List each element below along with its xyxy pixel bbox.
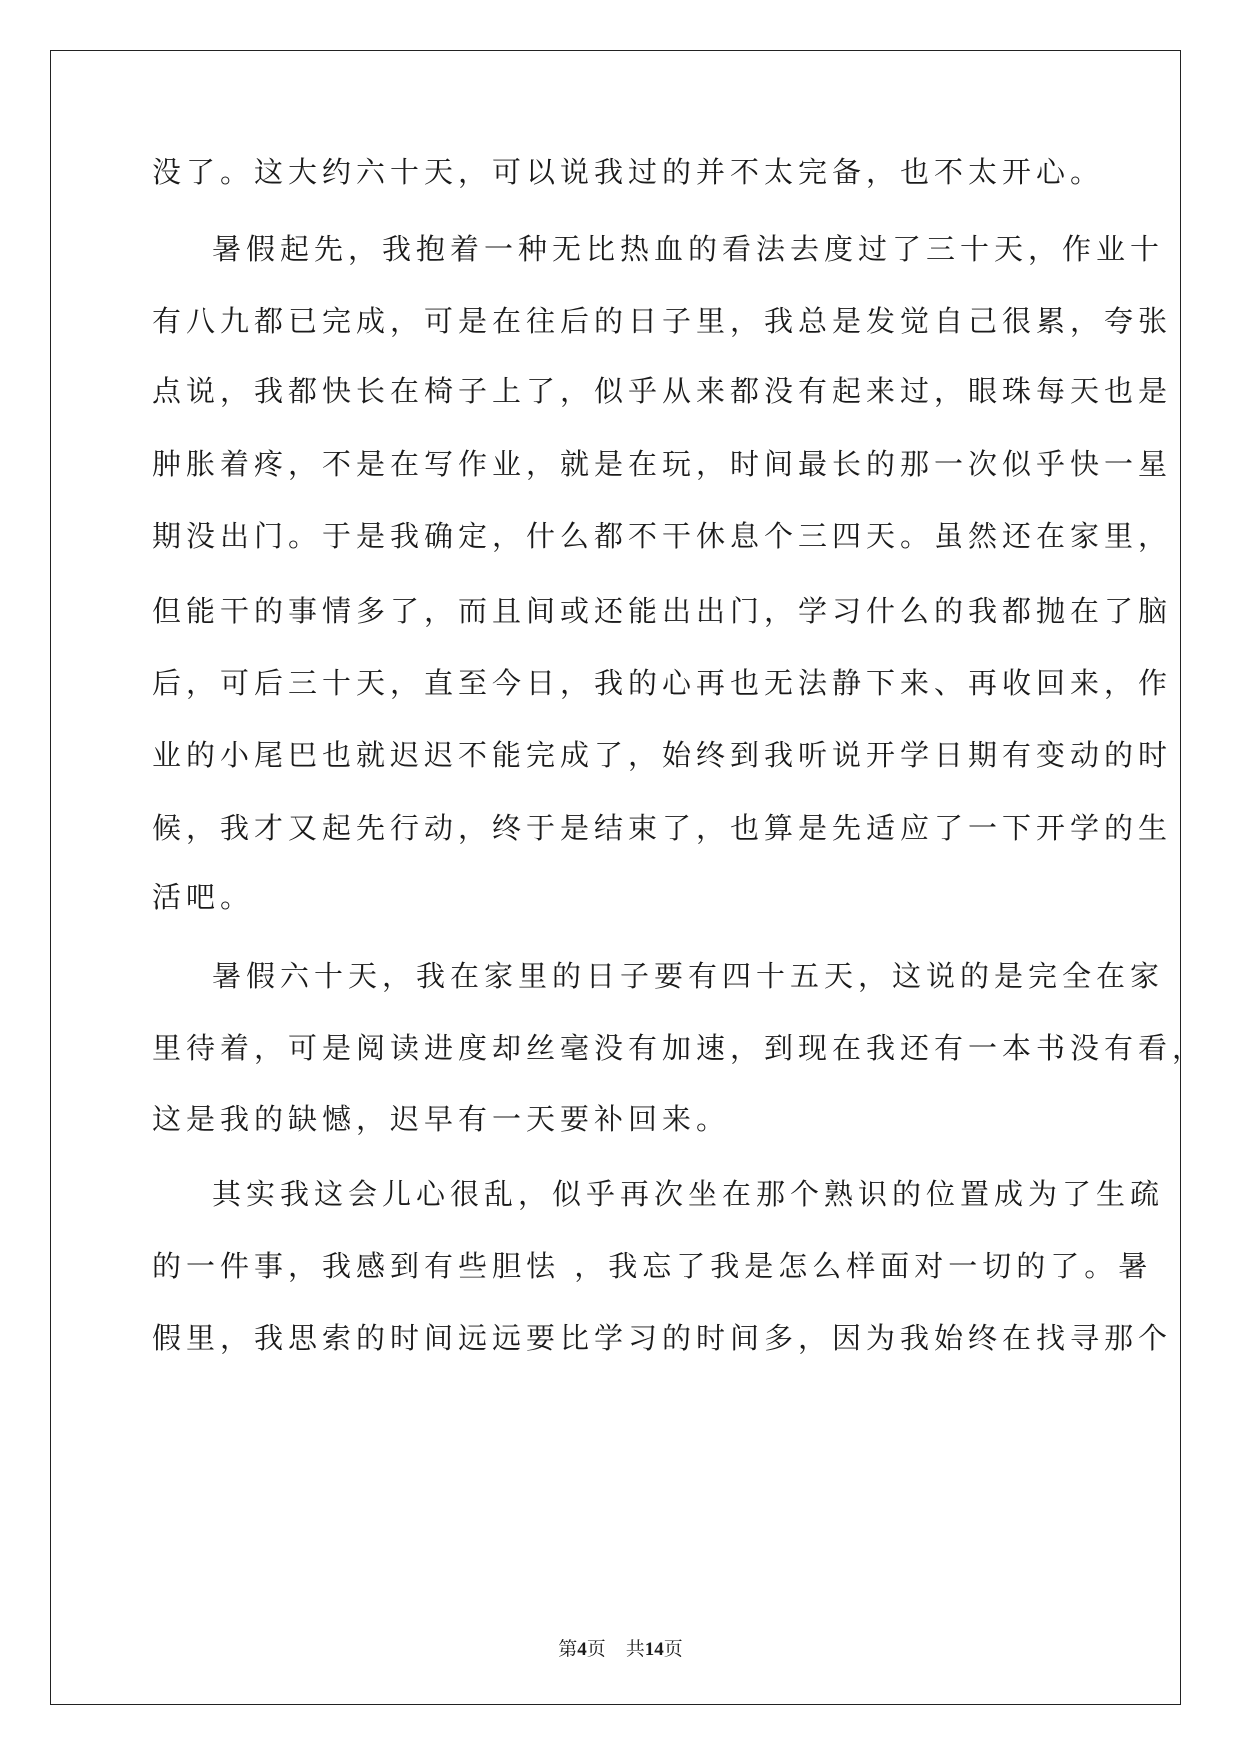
total-page-count: 14 (644, 1639, 664, 1660)
current-page-number: 4 (577, 1639, 587, 1660)
page-unit: 页 (586, 1639, 606, 1660)
text-line: 里待着，可是阅读进度却丝毫没有加速，到现在我还有一本书没有看， (152, 1031, 1207, 1065)
total-prefix: 共 (625, 1639, 645, 1660)
page-footer (0, 1638, 1241, 1662)
text-line: 但能干的事情多了，而且间或还能出出门，学习什么的我都抛在了脑 (152, 594, 1173, 628)
paragraph-first-line: 其实我这会儿心很乱，似乎再次坐在那个熟识的位置成为了生疏 (212, 1177, 1165, 1211)
text-line: 这是我的缺憾，迟早有一天要补回来。 (152, 1102, 731, 1136)
page-border (50, 50, 1181, 1705)
text-line: 有八九都已完成，可是在往后的日子里，我总是发觉自己很累，夸张 (152, 304, 1173, 338)
text-line: 肿胀着疼，不是在写作业，就是在玩，时间最长的那一次似乎快一星 (152, 447, 1173, 481)
text-line: 后，可后三十天，直至今日，我的心再也无法静下来、再收回来，作 (152, 666, 1173, 700)
total-unit: 页 (663, 1639, 683, 1660)
text-line: 期没出门。于是我确定，什么都不干休息个三四天。虽然还在家里， (152, 519, 1173, 553)
text-line: 假里，我思索的时间远远要比学习的时间多，因为我始终在找寻那个 (152, 1321, 1173, 1355)
text-line: 没了。这大约六十天，可以说我过的并不太完备，也不太开心。 (152, 155, 1105, 189)
text-line: 活吧。 (152, 880, 255, 914)
paragraph-first-line: 暑假起先，我抱着一种无比热血的看法去度过了三十天，作业十 (212, 232, 1165, 266)
text-line: 的一件事，我感到有些胆怯 ，我忘了我是怎么样面对一切的了。暑 (152, 1249, 1153, 1283)
text-line: 候，我才又起先行动，终于是结束了，也算是先适应了一下开学的生 (152, 811, 1173, 845)
page-prefix: 第 (558, 1639, 578, 1660)
paragraph-first-line: 暑假六十天，我在家里的日子要有四十五天，这说的是完全在家 (212, 959, 1165, 993)
text-line: 业的小尾巴也就迟迟不能完成了，始终到我听说开学日期有变动的时 (152, 738, 1173, 772)
text-line: 点说，我都快长在椅子上了，似乎从来都没有起来过，眼珠每天也是 (152, 374, 1173, 408)
